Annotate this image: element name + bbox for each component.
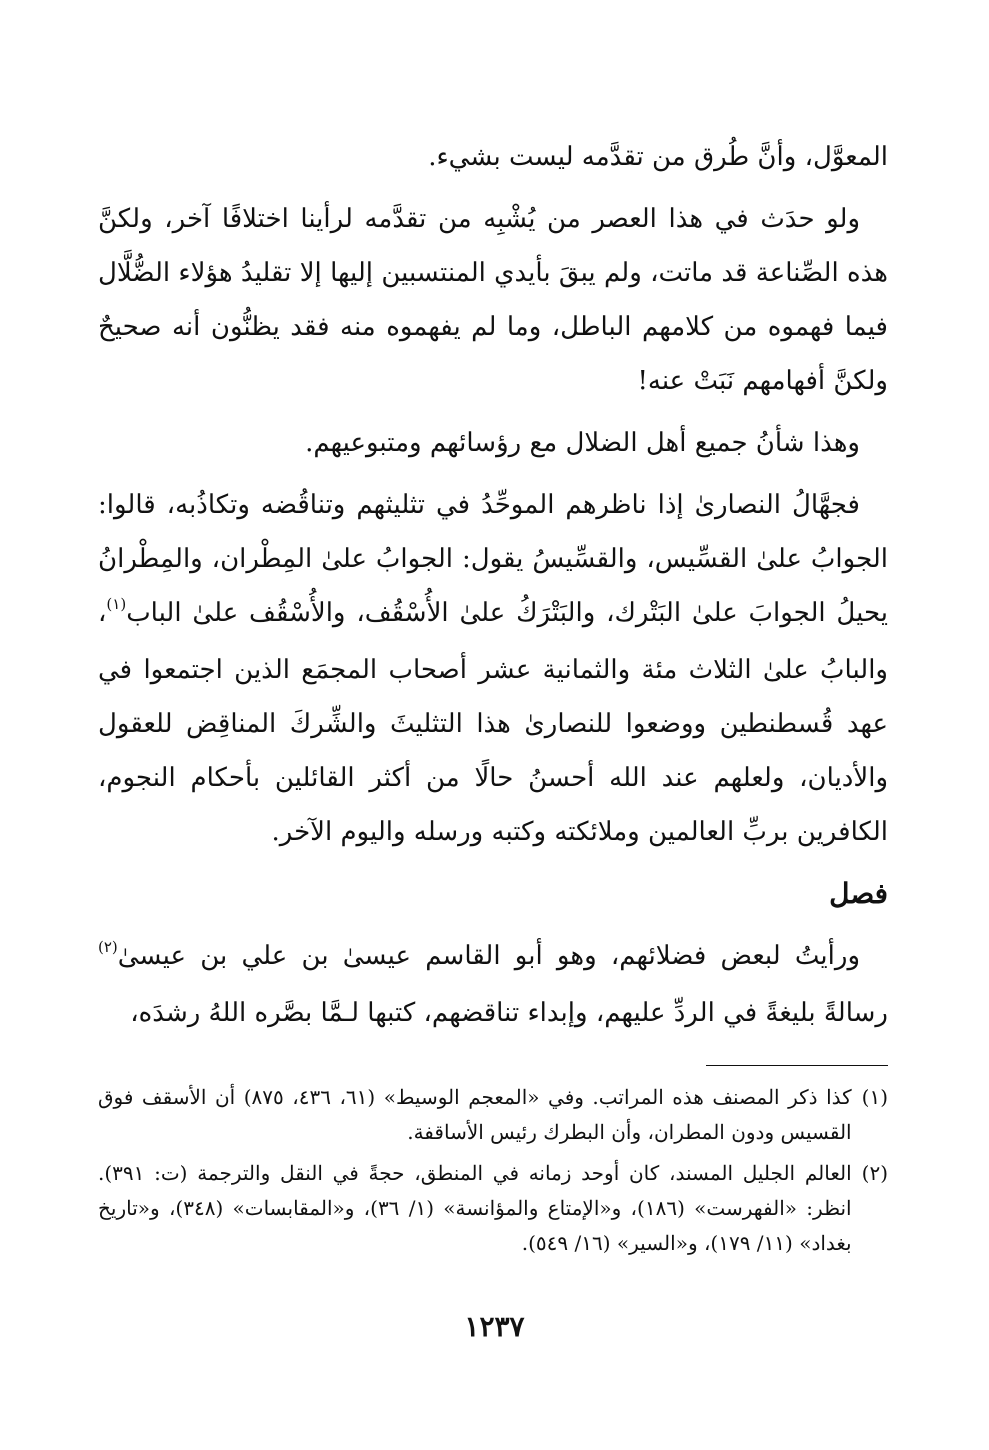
paragraph-abu-al-qasim-part1: ورأيتُ لبعض فضلائهم، وهو أبو القاسم عيسىٰ بن علي بن عيسىٰ — [117, 941, 860, 971]
main-text-body — [98, 130, 888, 1048]
footnote-ref-2[interactable]: (٢) — [98, 938, 118, 956]
footnote-2 — [98, 1156, 888, 1261]
footnotes-section — [98, 1080, 888, 1267]
page-number: ١٢٣٧ — [464, 1310, 525, 1343]
paragraph-craft-died: ولو حدَث في هذا العصر من يُشْبِه من تقدَّمه لرأينا اختلافًا آخر، ولكنَّ هذه الصِّناعة قد ماتت، ولم يبقَ بأيدي المنتسبين إليها إلا تقليدُ هؤلاء الضُّلَّال فيما فهموه من كلامهم الباطل، وما لم يفهموه منه فقد يظنُّون أنه صحيحٌ ولكنَّ أفهامهم نَبَتْ عنه! — [98, 204, 888, 396]
paragraph-abu-al-qasim-part2: رسالةً بليغةً في الردِّ عليهم، وإبداء تناقضهم، كتبها لـمَّا بصَّره اللهُ رشدَه، — [130, 998, 888, 1028]
paragraph-christian-hierarchy — [98, 478, 888, 859]
paragraph-continuation: المعوَّل، وأنَّ طُرق من تقدَّمه ليست بشيء. — [428, 142, 888, 172]
paragraph-abu-al-qasim — [98, 929, 888, 1040]
paragraph-christian-hierarchy-part2: ، والبابُ علىٰ الثلاث مئة والثمانية عشر أصحاب المجمَع الذين اجتمعوا في عهد قُسطنطين ووضعوا للنصارىٰ هذا التثليثَ والشِّركَ المناقِض للعقول والأديان، ولعلهم عند الله أحسنُ حالًا من أكثر القائلين بأحكام النجوم، الكافرين بربِّ العالمين وملائكته وكتبه ورسله واليوم الآخر. — [98, 598, 888, 847]
footnote-2-text: العالم الجليل المسند، كان أوحد زمانه في المنطق، حجةً في النقل والترجمة (ت: ٣٩١). انظر: «الفهرست» (١٨٦)، و«الإمتاع والمؤانسة» (١/ ٣٦)، و«المقابسات» (٣٤٨)، و«تاريخ بغداد» (١١/ ١٧٩)، و«السير» (١٦/ ٥٤٩). — [98, 1161, 852, 1255]
section-heading: فصل — [829, 877, 888, 910]
footnote-separator — [706, 1065, 888, 1066]
footnote-ref-1[interactable]: (١) — [106, 595, 127, 613]
footnote-1 — [98, 1080, 888, 1150]
footnote-1-text: كذا ذكر المصنف هذه المراتب. وفي «المعجم الوسيط» (٦١، ٤٣٦، ٨٧٥) أن الأسقف فوق القسيس ودون المطران، وأن البطرك رئيس الأساقفة. — [98, 1085, 852, 1144]
footnote-1-number: (١) — [861, 1085, 888, 1109]
footnote-2-number: (٢) — [861, 1161, 888, 1185]
paragraph-people-of-misguidance: وهذا شأنُ جميع أهل الضلال مع رؤسائهم ومتبوعيهم. — [305, 428, 860, 458]
paragraph-christian-hierarchy-part1: فجهَّالُ النصارىٰ إذا ناظرهم الموحِّدُ في تثليثهم وتناقُضه وتكاذُبه، قالوا: الجوابُ علىٰ القسِّيس، والقسِّيسُ يقول: الجوابُ علىٰ المِطْران، والمِطْرانُ يحيلُ الجوابَ علىٰ البَتْرك، والبَتْرَكُ علىٰ الأُسْقُف، والأُسْقُف علىٰ الباب — [98, 490, 888, 628]
